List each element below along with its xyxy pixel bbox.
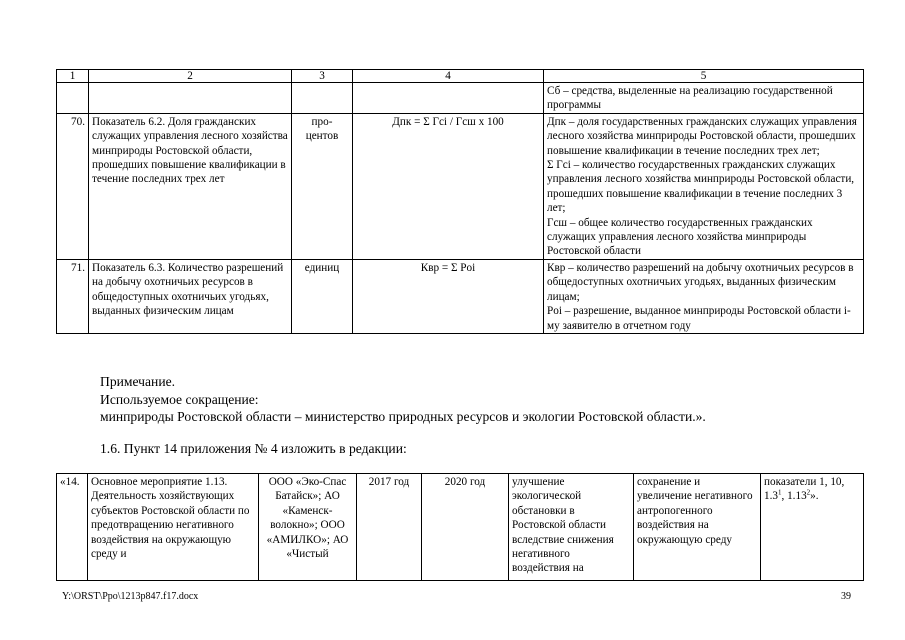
note-block xyxy=(100,373,706,426)
measures-table xyxy=(56,473,864,581)
description-cell: Квр – количество разрешений на добычу охотничьих ресурсов в общедоступных охотничьих угодьях, выданных физическим лицам; Рoi – разрешение, выданное минприроды Ростовской области i-му заявителю в отчетном году xyxy=(544,259,864,333)
header-cell-4: 4 xyxy=(353,70,544,83)
table-row xyxy=(57,113,864,259)
description-cell: Дпк – доля государственных гражданских служащих управления лесного хозяйства минприроды Ростовской области, прошедших повышение квалификации в течение последних трех лет; Σ Гсi – количество государственных гражданских служащих управления лесного хозяйства минприроды Ростовской области, прошедших повышение квалификации в течение последних 3 лет; Гсш – общее количество государственных гражданских служащих управления лесного хозяйства минприроды Ростовской области xyxy=(544,113,864,259)
row-number: «14. xyxy=(57,474,88,581)
unit-cell: про- центов xyxy=(292,113,353,259)
indicator-name: Показатель 6.3. Количество разрешений на добычу охотничьих ресурсов в общедоступных охотничьих угодьях, выданных физическим лицам xyxy=(89,259,292,333)
table-row xyxy=(57,259,864,333)
end-year: 2020 год xyxy=(422,474,509,581)
abbreviation-text: минприроды Ростовской области – министерство природных ресурсов и экологии Ростовской области.». xyxy=(100,409,706,424)
result-cell: улучшение экологической обстановки в Ростовской области вследствие снижения негативного воздействия на xyxy=(509,474,634,581)
note-title: Примечание. xyxy=(100,374,176,389)
indicators-cell: показатели 1, 10, $1.3^1$, 1.13$^2$». xyxy=(761,474,864,581)
start-year: 2017 год xyxy=(357,474,422,581)
abbreviation-title: Используемое сокращение: xyxy=(100,391,259,407)
continuation-text: Сб – средства, выделенные на реализацию государственной программы xyxy=(544,83,864,114)
header-cell-1: 1 xyxy=(57,70,89,83)
section-heading: 1.6. Пункт 14 приложения № 4 изложить в редакции: xyxy=(100,441,407,456)
executors-cell: ООО «Эко-Спас Батайск»; АО «Каменск-волокно»; ООО «АМИЛКО»; АО «Чистый xyxy=(259,474,357,581)
indicator-name: Показатель 6.2. Доля гражданских служащих управления лесного хозяйства минприроды Ростовской области, прошедших повышение квалификации в течение последних трех лет xyxy=(89,113,292,259)
row-number: 70. xyxy=(57,113,89,259)
measure-name: Основное мероприятие 1.13. Деятельность хозяйствующих субъектов Ростовской области по предотвращению негативного воздействия на окружающую среду и xyxy=(88,474,259,581)
table-header-row xyxy=(57,70,864,83)
table-row xyxy=(57,474,864,581)
header-cell-5: 5 xyxy=(544,70,864,83)
consequences-cell: сохранение и увеличение негативного антропогенного воздействия на окружающую среду xyxy=(634,474,761,581)
table-row xyxy=(57,83,864,114)
indicators-table xyxy=(56,69,864,334)
formula-cell: Дпк = Σ Гсi / Гсш x 100 xyxy=(353,113,544,259)
row-number: 71. xyxy=(57,259,89,333)
page-number: 39 xyxy=(841,591,851,602)
file-path: Y:\ORST\Ppo\1213p847.f17.docx xyxy=(62,591,199,602)
header-cell-3: 3 xyxy=(292,70,353,83)
unit-cell: единиц xyxy=(292,259,353,333)
header-cell-2: 2 xyxy=(89,70,292,83)
formula-cell: Квр = Σ Рoi xyxy=(353,259,544,333)
